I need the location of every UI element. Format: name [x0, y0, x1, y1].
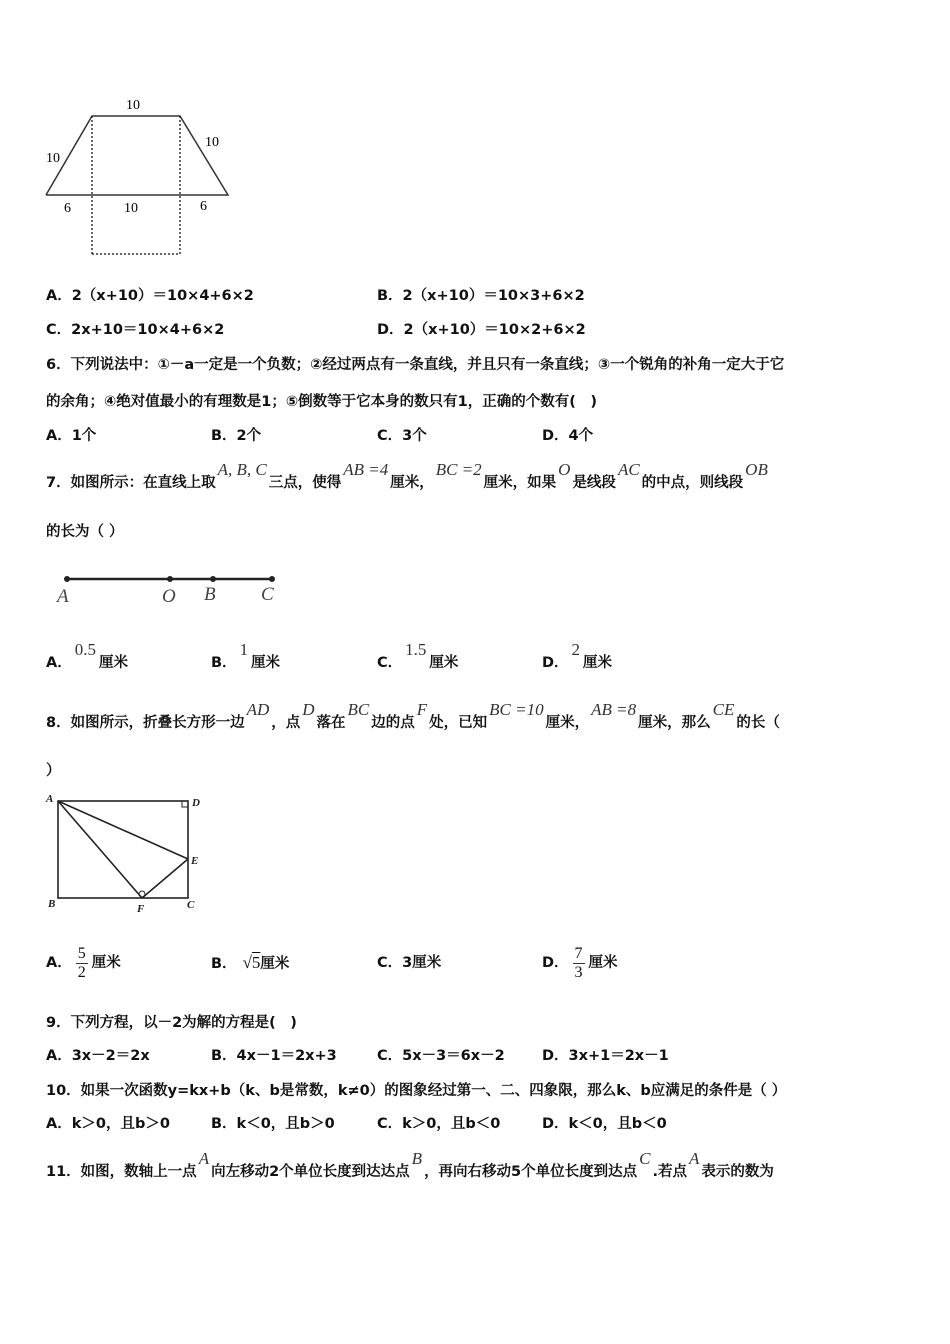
math: A [689, 1149, 700, 1168]
text: 8．如图所示，折叠长方形一边 [46, 715, 245, 731]
q5-option-a[interactable]: A．2（x+10）＝10×4+6×2 [46, 288, 254, 304]
math: AB =8 [591, 700, 637, 719]
q11-stem [46, 1149, 774, 1181]
text: 边的点 [371, 715, 415, 731]
text: 是线段 [572, 475, 616, 491]
q8-stem-line2: ） [46, 763, 61, 779]
math: B [411, 1149, 423, 1168]
text: 厘米， [390, 475, 434, 491]
option-label: C． [377, 655, 403, 671]
q8-option-c[interactable]: C．3厘米 [377, 955, 442, 971]
q7-option-c[interactable] [377, 640, 459, 672]
q9-option-c[interactable]: C．5x－3＝6x－2 [377, 1048, 505, 1064]
q10-option-c[interactable]: C．k＞0，且b＜0 [377, 1116, 501, 1132]
point-o-label: O [162, 586, 176, 607]
q6-option-a[interactable]: A．1个 [46, 428, 97, 444]
text: 处，已知 [429, 715, 488, 731]
option-unit: 厘米 [260, 956, 290, 972]
fraction [573, 945, 585, 982]
point-c-label: C [261, 584, 274, 605]
q8-stem-line1 [46, 700, 780, 732]
math: BC =10 [489, 700, 544, 719]
vertex-b: B [48, 898, 56, 910]
point-a-label: A [57, 586, 69, 607]
denominator: 2 [77, 963, 86, 981]
option-unit: 厘米 [251, 655, 281, 671]
text: 的长（ [736, 715, 780, 731]
text: 厘米，如果 [483, 475, 557, 491]
text: 落在 [316, 715, 346, 731]
q5-option-b[interactable]: B．2（x+10）＝10×3+6×2 [377, 288, 585, 304]
vertex-d: D [192, 797, 200, 809]
label-b1: 6 [64, 201, 71, 216]
trapezoid-figure [40, 92, 240, 262]
numerator: 5 [77, 944, 86, 962]
q6-option-b[interactable]: B．2个 [211, 428, 262, 444]
q9-option-a[interactable]: A．3x－2＝2x [46, 1048, 150, 1064]
option-label: B． [211, 956, 237, 972]
text: ，点 [271, 715, 301, 731]
option-value: 1 [239, 640, 249, 659]
q10-option-a[interactable]: A．k＞0，且b＞0 [46, 1116, 170, 1132]
math: BC =2 [435, 460, 482, 479]
q10-option-b[interactable]: B．k＜0，且b＞0 [211, 1116, 335, 1132]
label-top: 10 [126, 98, 140, 113]
text: 7．如图所示：在直线上取 [46, 475, 216, 491]
q7-option-d[interactable] [542, 640, 613, 672]
label-right: 10 [205, 135, 219, 150]
option-unit: 厘米 [429, 655, 459, 671]
label-left: 10 [46, 151, 60, 166]
math: O [558, 460, 571, 479]
option-unit: 厘米 [98, 655, 128, 671]
math: CE [712, 700, 735, 719]
q6-stem-line1: 6．下列说法中：①－a一定是一个负数；②经过两点有一条直线，并且只有一条直线；③一个锐角的补角一定大于它 [46, 357, 785, 373]
q7-stem-line2: 的长为（ ） [46, 524, 124, 540]
q8-option-d[interactable] [542, 943, 618, 983]
text: 厘米， [545, 715, 590, 731]
text: 厘米，那么 [638, 715, 711, 731]
q7-option-a[interactable] [46, 640, 128, 672]
q7-stem-line1 [46, 460, 770, 492]
math: OB [745, 460, 768, 479]
option-label: B． [211, 655, 237, 671]
text: 三点，使得 [268, 475, 342, 491]
q6-option-c[interactable]: C．3个 [377, 428, 427, 444]
q8-option-b[interactable] [211, 943, 289, 984]
vertex-c: C [187, 899, 195, 911]
denominator: 3 [574, 963, 583, 981]
vertex-f: F [137, 903, 145, 915]
math: F [416, 700, 428, 719]
option-label: A． [46, 955, 72, 971]
q8-option-a[interactable] [46, 943, 121, 983]
math: A [198, 1149, 210, 1168]
math: AD [246, 700, 270, 719]
option-value: 1.5 [405, 640, 427, 659]
option-unit: 厘米 [583, 655, 613, 671]
text: 表示的数为 [701, 1164, 774, 1180]
sqrt-icon: √5 [242, 953, 261, 972]
q7-option-b[interactable] [211, 640, 281, 672]
option-value: 0.5 [74, 640, 96, 659]
label-b3: 6 [200, 199, 207, 214]
q10-stem: 10．如果一次函数y=kx+b（k、b是常数，k≠0）的图象经过第一、二、四象限，那么k、b应满足的条件是（ ） [46, 1083, 787, 1099]
math: AC [617, 460, 640, 479]
q5-option-d[interactable]: D．2（x+10）＝10×2+6×2 [377, 322, 586, 338]
vertex-a: A [46, 793, 54, 805]
math: BC [347, 700, 370, 719]
math: C [639, 1149, 651, 1168]
q10-option-d[interactable]: D．k＜0，且b＜0 [542, 1116, 667, 1132]
option-label: A． [46, 655, 72, 671]
math: D [302, 700, 315, 719]
q6-option-d[interactable]: D．4个 [542, 428, 594, 444]
option-unit: 厘米 [588, 955, 618, 971]
q9-stem: 9．下列方程，以－2为解的方程是( ) [46, 1015, 297, 1031]
text: ，再向右移动5个单位长度到达点 [424, 1164, 638, 1180]
q9-option-d[interactable]: D．3x+1＝2x－1 [542, 1048, 669, 1064]
option-unit: 厘米 [91, 955, 121, 971]
math: AB =4 [343, 460, 389, 479]
q5-option-c[interactable]: C．2x+10＝10×4+6×2 [46, 322, 225, 338]
text: .若点 [652, 1164, 688, 1180]
text: 的中点，则线段 [641, 475, 744, 491]
segment-figure [50, 570, 290, 610]
radicand: 5 [251, 953, 261, 972]
label-b2: 10 [124, 201, 138, 216]
text: 11．如图，数轴上一点 [46, 1164, 197, 1180]
option-value: 2 [571, 640, 581, 659]
q9-option-b[interactable]: B．4x－1＝2x+3 [211, 1048, 337, 1064]
text: 向左移动2个单位长度到达达点 [211, 1164, 410, 1180]
vertex-e: E [191, 855, 199, 867]
fraction [76, 945, 88, 982]
math: A, B, C [217, 460, 267, 479]
numerator: 7 [574, 944, 583, 962]
point-b-label: B [204, 584, 216, 605]
rectangle-fold-figure [42, 790, 212, 915]
option-label: D． [542, 955, 569, 971]
option-label: D． [542, 655, 569, 671]
q6-stem-line2: 的余角；④绝对值最小的有理数是1；⑤倒数等于它本身的数只有1，正确的个数有( ) [46, 394, 597, 410]
